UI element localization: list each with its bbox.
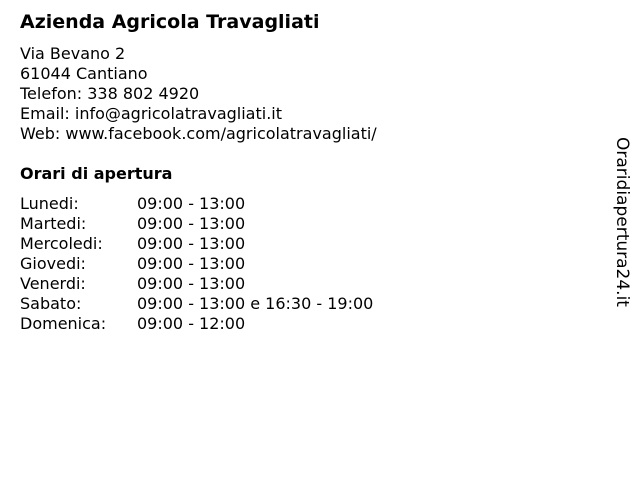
day-label: Sabato: [20,294,82,313]
phone-number: Telefon: 338 802 4920 [20,84,200,103]
day-hours: 09:00 - 13:00 [137,234,246,253]
city-address: 61044 Cantiano [20,64,148,83]
street-address: Via Bevano 2 [20,44,126,63]
day-hours: 09:00 - 13:00 [137,214,246,233]
business-name: Azienda Agricola Travagliati [20,11,320,33]
day-hours: 09:00 - 12:00 [137,314,246,333]
day-hours: 09:00 - 13:00 e 16:30 - 19:00 [137,294,374,313]
day-label: Domenica: [20,314,107,333]
site-brand-vertical: Oraridiapertura24.it [612,137,632,307]
day-label: Martedi: [20,214,87,233]
opening-hours-heading: Orari di apertura [20,164,173,183]
email-address: Email: info@agricolatravagliati.it [20,104,282,123]
day-label: Venerdi: [20,274,86,293]
day-label: Mercoledi: [20,234,103,253]
day-hours: 09:00 - 13:00 [137,274,246,293]
day-hours: 09:00 - 13:00 [137,254,246,273]
day-hours: 09:00 - 13:00 [137,194,246,213]
business-contact-block [20,44,377,144]
day-label: Lunedi: [20,194,79,213]
day-label: Giovedi: [20,254,86,273]
website: Web: www.facebook.com/agricolatravagliati/ [20,124,377,143]
